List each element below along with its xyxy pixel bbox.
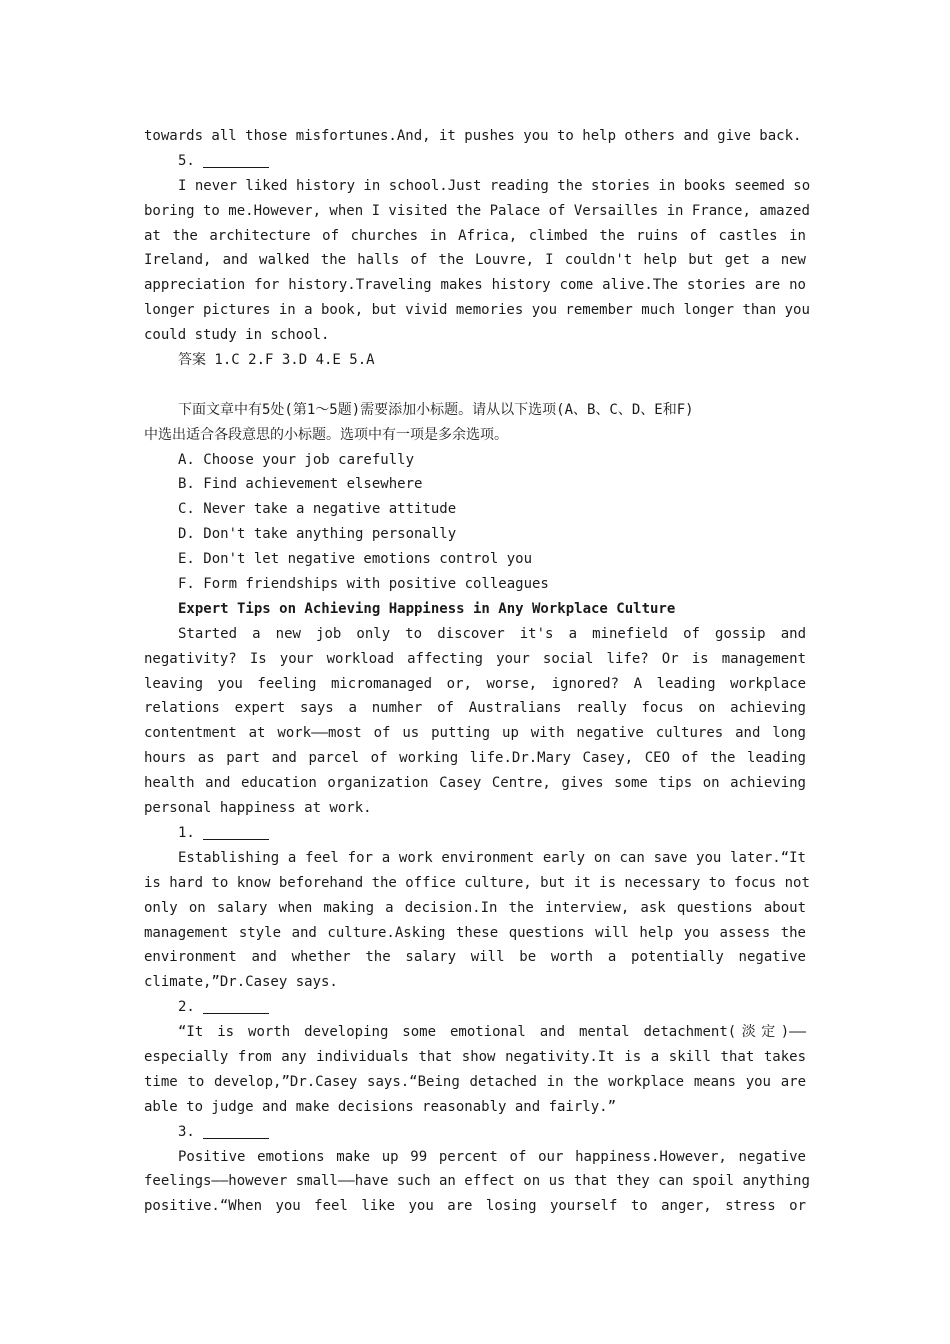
question-number-5: 5. bbox=[144, 149, 806, 174]
text-line: towards all those misfortunes.And, it pushes you to help others and give back. bbox=[144, 128, 802, 144]
answer-key: 答案 1.C 2.F 3.D 4.E 5.A bbox=[178, 352, 375, 369]
text-line: health and education organization Casey Centre, gives some tips on achieving bbox=[144, 775, 806, 792]
text-line: Establishing a feel for a work environment early on can save you later.“It bbox=[178, 849, 806, 866]
text-line: hours as part and parcel of working life.Dr.Mary Casey, CEO of the leading bbox=[144, 750, 806, 767]
text-line: appreciation for history.Traveling makes history come alive.The stories are no bbox=[144, 277, 806, 294]
text-line: I never liked history in school.Just reading the stories in books seemed so bbox=[178, 177, 811, 194]
answer-blank bbox=[203, 997, 269, 1014]
question-number-2: 2. bbox=[144, 995, 806, 1020]
option-c: C. Never take a negative attitude bbox=[178, 501, 457, 518]
text-line: leaving you feeling micromanaged or, worse, ignored? A leading workplace bbox=[144, 675, 806, 692]
text-line: at the architecture of churches in Africa, climbed the ruins of castles in bbox=[144, 227, 806, 244]
option-a: A. Choose your job carefully bbox=[178, 451, 415, 468]
text-line: Started a new job only to discover it's a minefield of gossip and bbox=[178, 625, 806, 642]
text-line: management style and culture.Asking these questions will help you assess the bbox=[144, 924, 806, 941]
text-line: feelings——however small——have such an effect on us that they can spoil anything bbox=[144, 1173, 810, 1190]
spacer bbox=[144, 373, 806, 398]
text-line: personal happiness at work. bbox=[144, 800, 372, 817]
text-line: able to judge and make decisions reasonably and fairly.” bbox=[144, 1098, 617, 1115]
text-line: contentment at work——most of us putting up with negative cultures and long bbox=[144, 725, 806, 742]
question-number-1: 1. bbox=[144, 821, 806, 846]
document-content bbox=[144, 124, 811, 1219]
question-number-3: 3. bbox=[144, 1120, 806, 1145]
option-b: B. Find achievement elsewhere bbox=[178, 476, 423, 493]
text-line: is hard to know beforehand the office culture, but it is necessary to focus not bbox=[144, 874, 810, 891]
instructions-line: 下面文章中有5处(第1～5题)需要添加小标题。请从以下选项(A、B、C、D、E和F) bbox=[178, 401, 694, 418]
text-line: Positive emotions make up 99 percent of our happiness.However, negative bbox=[178, 1148, 806, 1165]
option-f: F. Form friendships with positive colleagues bbox=[178, 576, 549, 593]
text-line: “It is worth developing some emotional and mental detachment(淡定)—— bbox=[178, 1024, 806, 1041]
text-line: positive.“When you feel like you are losing yourself to anger, stress or bbox=[144, 1198, 806, 1215]
text-line: climate,”Dr.Casey says. bbox=[144, 974, 338, 991]
text-line: Ireland, and walked the halls of the Louvre, I couldn't help but get a new bbox=[144, 252, 806, 269]
text-line: relations expert says a numher of Australians really focus on achieving bbox=[144, 700, 806, 717]
text-line: longer pictures in a book, but vivid memories you remember much longer than you bbox=[144, 302, 810, 319]
text-line: only on salary when making a decision.In the interview, ask questions about bbox=[144, 899, 806, 916]
text-line: environment and whether the salary will be worth a potentially negative bbox=[144, 949, 806, 966]
text-line: could study in school. bbox=[144, 327, 330, 344]
option-e: E. Don't let negative emotions control you bbox=[178, 551, 533, 568]
answer-blank bbox=[203, 151, 269, 168]
option-d: D. Don't take anything personally bbox=[178, 526, 457, 543]
answer-blank bbox=[203, 1122, 269, 1139]
text-line: negativity? Is your workload affecting your social life? Or is management bbox=[144, 650, 806, 667]
instructions-line: 中选出适合各段意思的小标题。选项中有一项是多余选项。 bbox=[144, 426, 508, 443]
text-line: especially from any individuals that show negativity.It is a skill that takes bbox=[144, 1048, 806, 1065]
text-line: time to develop,”Dr.Casey says.“Being detached in the workplace means you are bbox=[144, 1073, 806, 1090]
text-line: boring to me.However, when I visited the Palace of Versailles in France, amazed bbox=[144, 202, 810, 219]
answer-blank bbox=[203, 823, 269, 840]
article-title: Expert Tips on Achieving Happiness in Any Workplace Culture bbox=[178, 600, 676, 617]
